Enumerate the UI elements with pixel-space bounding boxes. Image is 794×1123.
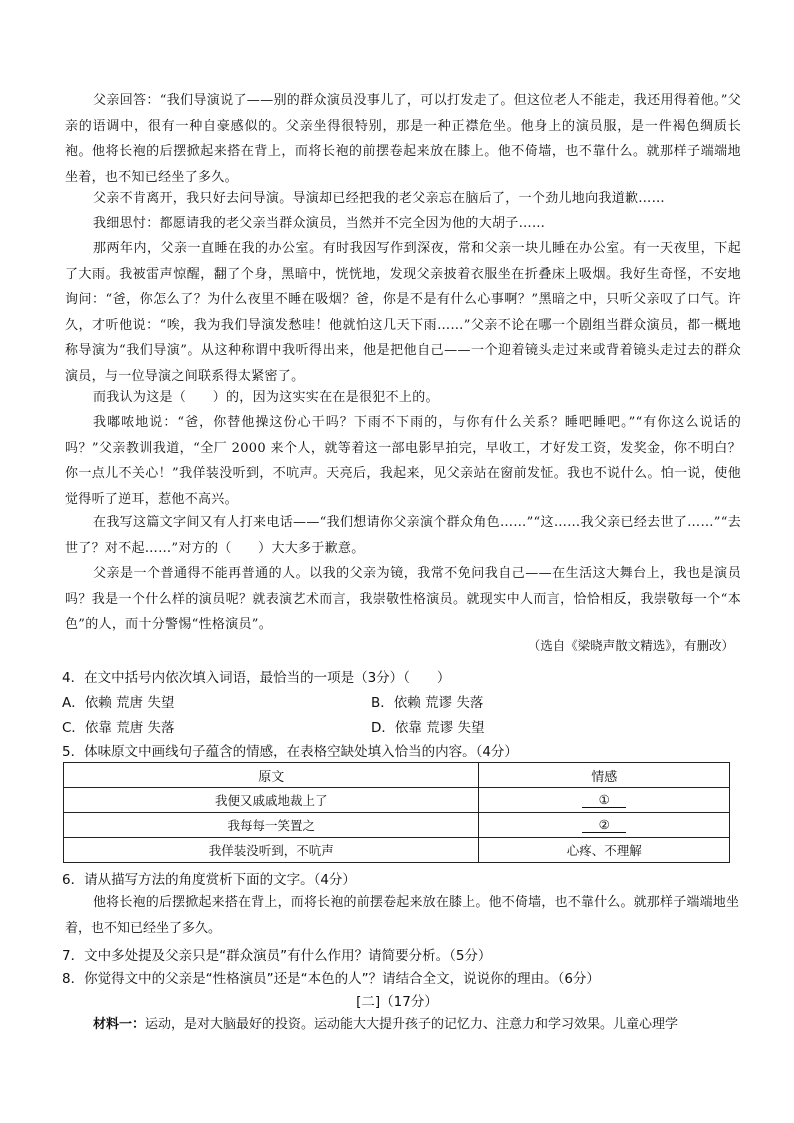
option-c: C．依靠 荒唐 失落 xyxy=(62,720,175,736)
question-6-quote: 他将长袍的后摆掀起来搭在背上，而将长袍的前摆卷起来放在膝上。他不倚墙，也不靠什么。就那样子端端地坐着，也不知已经坐了多久。 xyxy=(65,895,739,936)
emotion-table xyxy=(63,762,730,863)
question-7: 7．文中多处提及父亲只是“群众演员”有什么作用？请简要分析。（5分） xyxy=(62,948,492,964)
question-5: 5．体味原文中画线句子蕴含的情感，在表格空缺处填入恰当的内容。（4分） xyxy=(62,744,518,760)
table-row xyxy=(64,788,730,813)
question-8: 8．你觉得文中的父亲是“性格演员”还是“本色的人”？请结合全文，说说你的理由。（6分） xyxy=(62,971,600,987)
material-one xyxy=(65,1012,741,1038)
paragraph-2: 父亲不肯离开，我只好去问导演。导演却已经把我的老父亲忘在脑后了，一个劲儿地向我道歉…… xyxy=(93,191,665,206)
cell-emotion: 心疼、不理解 xyxy=(479,838,730,863)
material-label: 材料一： xyxy=(93,1017,146,1032)
option-b: B．依赖 荒谬 失落 xyxy=(371,695,484,711)
question-4: 4．在文中括号内依次填入词语，最恰当的一项是（3分）（ ） xyxy=(62,670,451,686)
cell-emotion xyxy=(479,813,730,838)
paragraph-6: 我嘟哝地说：“爸，你替他操这份心干吗？下雨不下雨的，与你有什么关系？睡吧睡吧。”“有你这么说话的吗？”父亲教训我道，“全厂 2000 来个人，就等着这一部电影早拍完，早收工，才好发工资，发奖金，你不明白？你一点儿不关心！”我佯装没听到，不吭声。天亮后，我起来，见父亲站在窗前发怔。我也不说什么。怕一说，使他觉得听了逆耳，惹他不高兴。 xyxy=(65,415,741,507)
paragraph-1: 父亲回答：“我们导演说了——别的群众演员没事儿了，可以打发走了。但这位老人不能走，我还用得着他。”父亲的语调中，很有一种自豪感似的。父亲坐得很特别，那是一种正襟危坐。他身上的演员服，是一件褐色绸质长袍。他将长袍的后摆掀起来搭在背上，而将长袍的前摆卷起来放在膝上。他不倚墙，也不靠什么。就那样子端端地坐着，也不知已经坐了多久。 xyxy=(65,93,741,185)
header-emotion: 情感 xyxy=(479,763,730,788)
source-citation: （选自《梁晓声散文精选》，有删改） xyxy=(527,638,734,653)
cell-original: 我每每一笑置之 xyxy=(64,813,479,838)
paragraph-4: 那两年内，父亲一直睡在我的办公室。有时我因写作到深夜，常和父亲一块儿睡在办公室。有一天夜里，下起了大雨。我被雷声惊醒，翻了个身，黑暗中，恍恍地，发现父亲披着衣服坐在折叠床上吸烟。我好生奇怪，不安地询问：“爸，你怎么了？为什么夜里不睡在吸烟？爸，你是不是有什么心事啊？”黑暗之中，只听父亲叹了口气。许久，才听他说：“唉，我为我们导演发愁哇！他就怕这几天下雨……”父亲不论在哪一个剧组当群众演员，都一概地称导演为“我们导演”。从这种称谓中我听得出来，他是把他自己——一个迎着镜头走过来或背着镜头走过去的群众演员，与一位导演之间联系得太紧密了。 xyxy=(65,241,741,384)
blank-1[interactable]: ① xyxy=(582,792,626,808)
section-heading: [二]（17分） xyxy=(356,994,438,1010)
cell-original: 我佯装没听到，不吭声 xyxy=(64,838,479,863)
paragraph-8: 父亲是一个普通得不能再普通的人。以我的父亲为镜，我常不免问我自己——在生活这大舞台上，我也是演员吗？我是一个什么样的演员呢？就表演艺术而言，我崇敬性格演员。就现实中人而言，恰恰相反，我崇敬每一个“本色”的人，而十分警惕“性格演员”。 xyxy=(65,566,741,633)
paragraph-3: 我细思忖：都愿请我的老父亲当群众演员，当然并不完全因为他的大胡子…… xyxy=(93,216,546,231)
paragraph-7: 在我写这篇文字间又有人打来电话——“我们想请你父亲演个群众角色……”“这……我父亲已经去世了……”“去世了？对不起……”对方的（ ）大大多于歉意。 xyxy=(65,515,741,556)
table-row xyxy=(64,838,730,863)
question-6: 6．请从描写方法的角度赏析下面的文字。（4分） xyxy=(62,872,356,888)
paragraph-5: 而我认为这是（ ）的，因为这实实在在是很犯不上的。 xyxy=(93,390,439,405)
header-original: 原文 xyxy=(64,763,479,788)
material-text: 运动，是对大脑最好的投资。运动能大大提升孩子的记忆力、注意力和学习效果。儿童心理学 xyxy=(145,1017,679,1032)
cell-original: 我便又戚戚地裁上了 xyxy=(64,788,479,813)
option-a: A．依赖 荒唐 失望 xyxy=(62,695,175,711)
option-d: D．依靠 荒谬 失望 xyxy=(371,720,485,736)
table-row xyxy=(64,813,730,838)
blank-2[interactable]: ② xyxy=(582,817,626,833)
table-header-row xyxy=(64,763,730,788)
cell-emotion xyxy=(479,788,730,813)
